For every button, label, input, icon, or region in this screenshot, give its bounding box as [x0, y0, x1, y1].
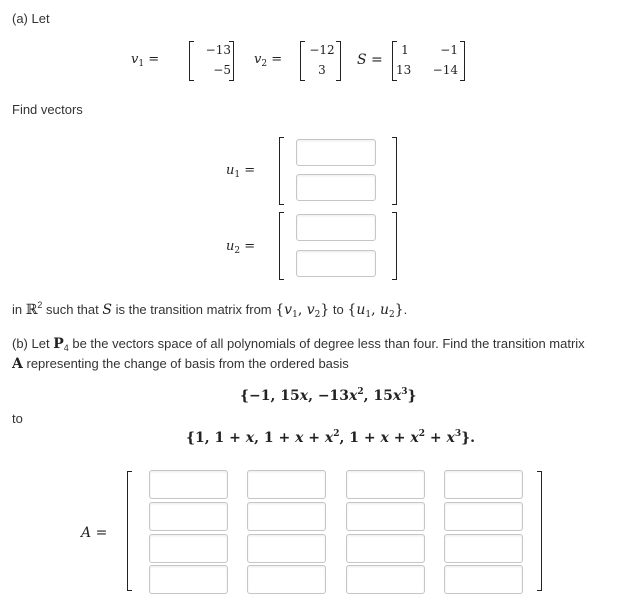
part-a-label: (a) Let	[12, 11, 50, 26]
basis-to: {1, 1 + x, $1 + x + x^2$, $1 + x + x^2 + x^3$}.	[186, 429, 475, 446]
a-entry-42-input[interactable]	[247, 565, 326, 594]
u1-left-bracket	[279, 137, 284, 205]
v1-entry-2: −5	[213, 63, 231, 77]
u2-left-bracket	[279, 212, 284, 280]
v1-label: $v_1$ =	[131, 52, 160, 69]
s-entry-12: −1	[440, 43, 458, 57]
u2-right-bracket	[392, 212, 397, 280]
u1-entry-1-input[interactable]	[296, 139, 376, 166]
u1-label: $u_1$ =	[226, 163, 256, 180]
right-bracket	[336, 41, 341, 81]
u1-entry-2-input[interactable]	[296, 174, 376, 201]
a-entry-44-input[interactable]	[444, 565, 523, 594]
a-entry-32-input[interactable]	[247, 534, 326, 563]
to-label: to	[12, 411, 23, 426]
a-entry-12-input[interactable]	[247, 470, 326, 499]
v1-entry-1: −13	[205, 43, 231, 57]
v2-label: $v_2$ =	[254, 52, 283, 69]
part-b-intro-line-1: (b) Let $P_4$ be the vectors space of all polynomials of degree less than four. Find the transition matrix	[12, 336, 585, 353]
a-right-bracket	[537, 471, 542, 591]
a-left-bracket	[127, 471, 132, 591]
v2-vector	[300, 41, 342, 81]
v2-entry-1: −12	[309, 43, 335, 57]
right-bracket	[229, 41, 234, 81]
a-entry-22-input[interactable]	[247, 502, 326, 531]
v2-entry-2: 3	[318, 63, 326, 77]
a-entry-34-input[interactable]	[444, 534, 523, 563]
left-bracket	[300, 41, 305, 81]
a-entry-23-input[interactable]	[346, 502, 425, 531]
u2-entry-2-input[interactable]	[296, 250, 376, 277]
s-entry-11: 1	[401, 43, 409, 57]
u2-label: $u_2$ =	[226, 239, 256, 256]
s-entry-22: −14	[432, 63, 458, 77]
a-entry-14-input[interactable]	[444, 470, 523, 499]
left-bracket	[189, 41, 194, 81]
a-entry-24-input[interactable]	[444, 502, 523, 531]
u1-right-bracket	[392, 137, 397, 205]
s-label: S =	[357, 52, 383, 68]
a-entry-13-input[interactable]	[346, 470, 425, 499]
a-entry-43-input[interactable]	[346, 565, 425, 594]
a-entry-33-input[interactable]	[346, 534, 425, 563]
part-a-condition-text: in ℝ$^2$ such that S is the transition matrix from {$v_1$, $v_2$} to {$u_1$, $u_2$}.	[12, 300, 408, 320]
a-entry-21-input[interactable]	[149, 502, 228, 531]
basis-from: {−1, 15x, $-13x^2$, $15x^3$}	[240, 387, 417, 404]
a-entry-41-input[interactable]	[149, 565, 228, 594]
a-entry-31-input[interactable]	[149, 534, 228, 563]
s-entry-21: 13	[396, 63, 412, 77]
a-entry-11-input[interactable]	[149, 470, 228, 499]
right-bracket	[460, 41, 465, 81]
v1-vector	[189, 41, 235, 81]
s-matrix	[392, 41, 466, 81]
a-matrix-label: A =	[81, 525, 108, 541]
part-b-intro-line-2: A representing the change of basis from the ordered basis	[12, 356, 349, 372]
find-vectors-text: Find vectors	[12, 102, 83, 117]
u2-entry-1-input[interactable]	[296, 214, 376, 241]
